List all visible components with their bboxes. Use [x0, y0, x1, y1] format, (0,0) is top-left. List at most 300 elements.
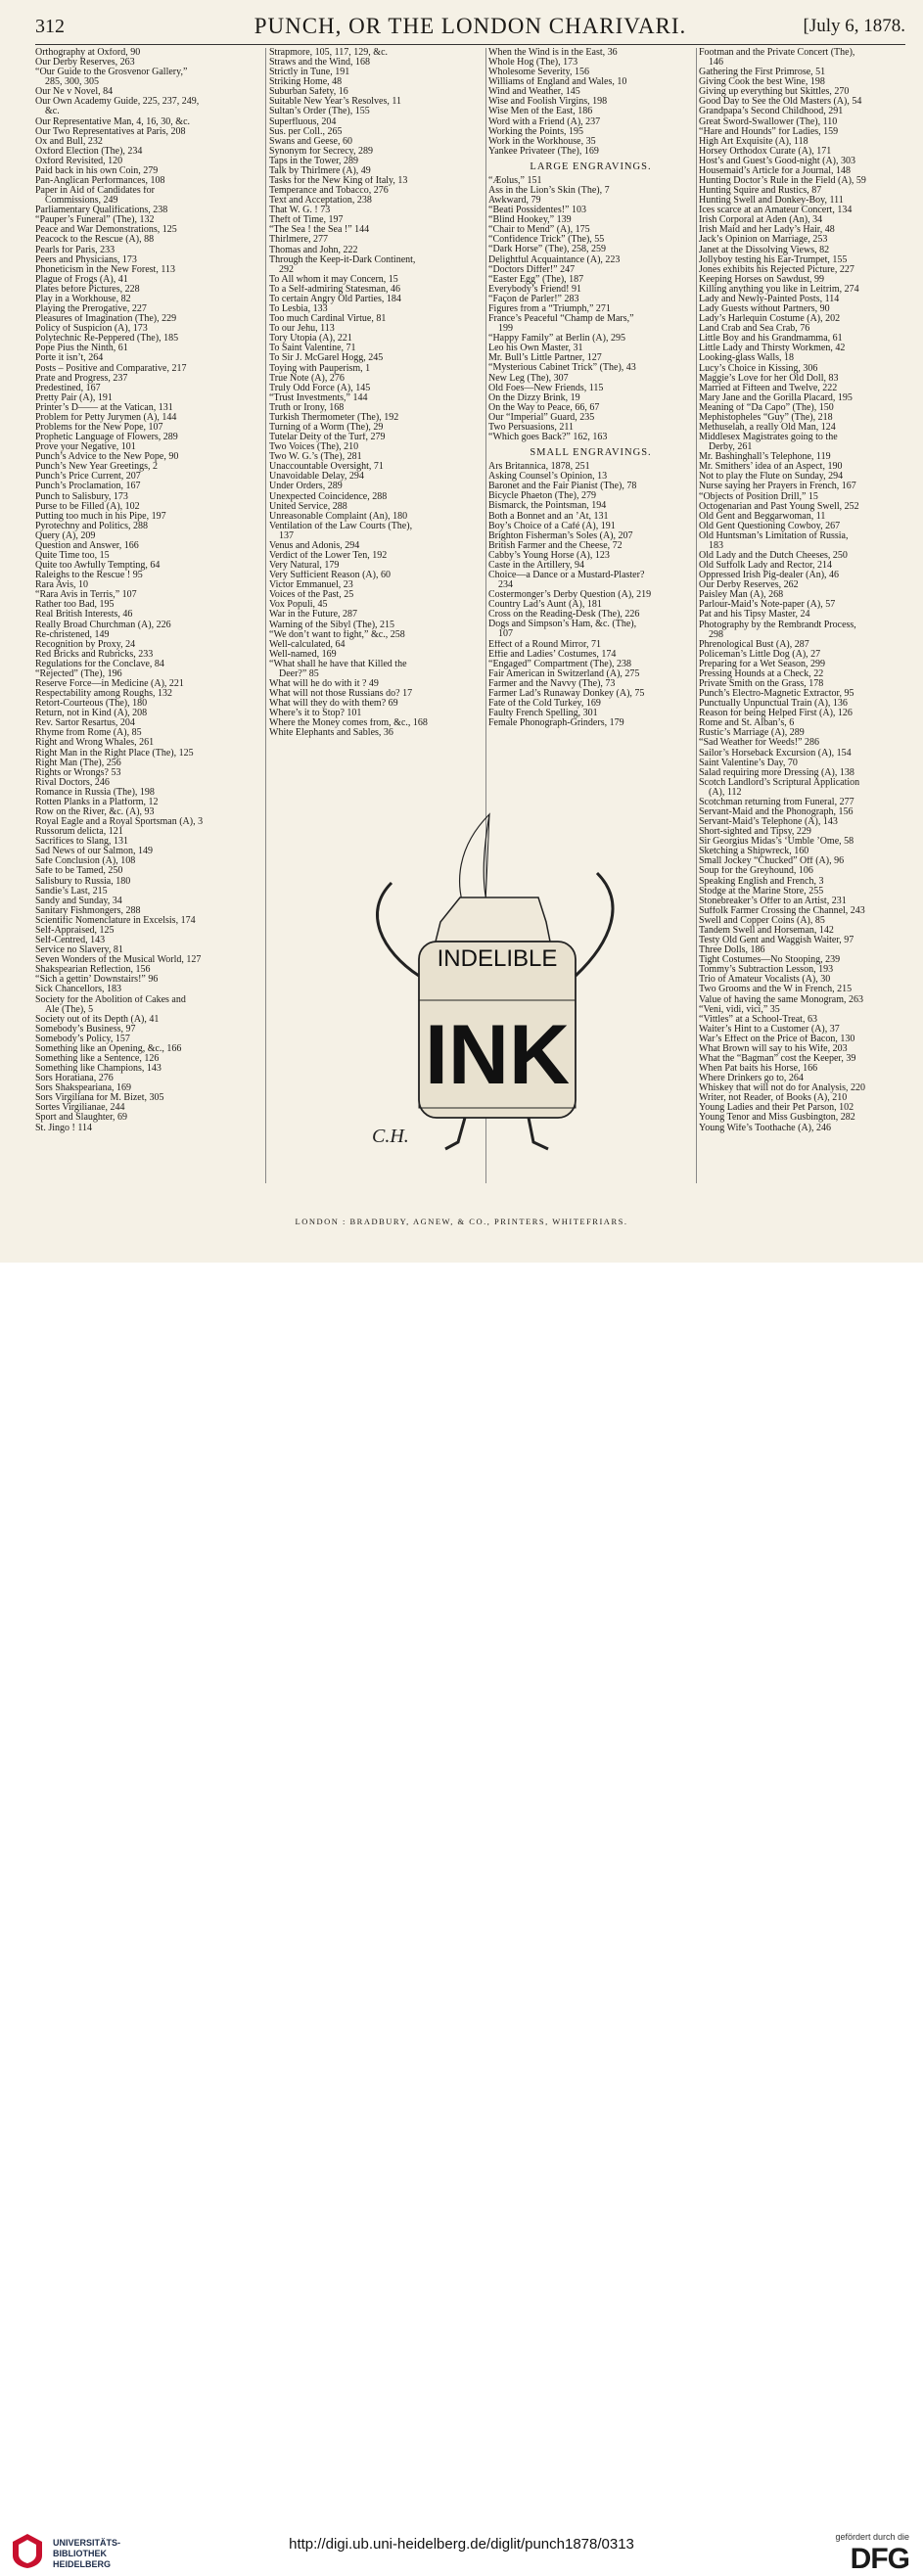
index-entry: Problems for the New Pope, 107 — [35, 422, 163, 433]
index-entry: Toying with Pauperism, 1 — [269, 363, 371, 374]
index-entry: Prophetic Language of Flowers, 289 — [35, 433, 178, 443]
index-entry: Retort-Courteous (The), 180 — [35, 699, 148, 710]
index-entry: Striking Home, 48 — [269, 77, 343, 88]
index-entry: Whole Hog (The), 173 — [488, 58, 578, 69]
index-entry: Asking Counsel’s Opinion, 13 — [488, 472, 608, 483]
index-entry: Host’s and Guest’s Good-night (A), 303 — [699, 156, 855, 166]
large-engravings-list — [488, 176, 693, 442]
index-entry: Predestined, 167 — [35, 383, 101, 393]
index-entry: Ices scarce at an Amateur Concert, 134 — [699, 206, 853, 216]
index-entry: Play in a Workhouse, 82 — [35, 294, 131, 304]
index-entry: White Elephants and Sables, 36 — [269, 728, 393, 739]
page-title: PUNCH, OR THE LONDON CHARIVARI. — [254, 14, 687, 38]
index-entry: Our Representative Man, 4, 16, 30, &c. — [35, 116, 191, 127]
index-entry: That W. G. ! 73 — [269, 206, 331, 216]
index-entry: Prove your Negative, 101 — [35, 442, 136, 453]
index-entry: Old Gent Questioning Cowboy, 267 — [699, 521, 841, 531]
index-entry: Something like a Sentence, 126 — [35, 1053, 160, 1064]
index-entry: Ventilation of the Law Courts (The), — [269, 521, 413, 531]
large-engravings-heading: LARGE ENGRAVINGS. — [530, 161, 652, 172]
index-entry: Hunting Squire and Rustics, 87 — [699, 186, 822, 197]
index-entry: Not to play the Flute on Sunday, 294 — [699, 472, 844, 483]
index-entry: “Sad Weather for Weeds!” 286 — [699, 738, 819, 749]
scanned-page — [0, 0, 923, 1263]
index-entry: Preparing for a Wet Season, 299 — [699, 659, 825, 669]
index-entry: “Objects of Position Drill,” 15 — [699, 491, 818, 502]
index-entry: Two Persuasions, 211 — [488, 422, 574, 433]
index-entry: Housemaid’s Article for a Journal, 148 — [699, 165, 851, 176]
index-entry: Strictly in Tune, 191 — [269, 68, 350, 78]
index-entry: Tory Utopia (A), 221 — [269, 334, 352, 345]
index-entry: Sors Shakspeariana, 169 — [35, 1083, 132, 1094]
index-entry: Plates before Pictures, 228 — [35, 284, 140, 295]
index-entry: Boy’s Choice of a Café (A), 191 — [488, 521, 616, 531]
index-entry: Safe Conclusion (A), 108 — [35, 856, 136, 867]
index-entry: Mary Jane and the Gorilla Placard, 195 — [699, 392, 853, 403]
index-entry: Ass in the Lion’s Skin (The), 7 — [488, 186, 610, 197]
index-entry: Problem for Petty Jurymen (A), 144 — [35, 412, 177, 423]
index-entry: “Veni, vidi, vici,” 35 — [699, 1004, 780, 1015]
index-entry: Both a Bonnet and an ’At, 131 — [488, 511, 609, 522]
index-entry: Sandie’s Last, 215 — [35, 886, 108, 897]
index-entry: Return, not in Kind (A), 208 — [35, 709, 148, 719]
index-entry: Ale (The), 5 — [45, 1004, 94, 1015]
index-entry: Pyrotechny and Politics, 288 — [35, 521, 148, 531]
index-entry: Old Suffolk Lady and Rector, 214 — [699, 561, 833, 572]
index-entry: Jollyboy testing his Ear-Trumpet, 155 — [699, 254, 848, 265]
index-entry: Fair American in Switzerland (A), 275 — [488, 668, 640, 679]
index-entry: Raleighs to the Rescue ! 95 — [35, 571, 143, 581]
index-entry: Faulty French Spelling, 301 — [488, 709, 598, 719]
index-entry: Swans and Geese, 60 — [269, 136, 352, 147]
index-entry: Rhyme from Rome (A), 85 — [35, 728, 142, 739]
index-entry: Oppressed Irish Pig-dealer (An), 46 — [699, 571, 840, 581]
bottle-legs — [445, 1118, 548, 1149]
index-entry: Rather too Bad, 195 — [35, 600, 115, 611]
index-entry: Where’s it to Stop? 101 — [269, 709, 362, 719]
index-entry: Sultan’s Order (The), 155 — [269, 107, 370, 117]
index-entry: Speaking English and French, 3 — [699, 876, 824, 887]
index-entry: United Service, 288 — [269, 501, 347, 512]
index-entry: 298 — [709, 629, 723, 640]
index-entry: France’s Peaceful “Champ de Mars,” — [488, 314, 634, 325]
index-entry: Little Boy and his Grandmamma, 61 — [699, 334, 843, 345]
index-entry: Cabby’s Young Horse (A), 123 — [488, 550, 610, 561]
index-entry: Wholesome Severity, 156 — [488, 68, 589, 78]
index-entry: Suburban Safety, 16 — [269, 87, 348, 98]
index-entry: Putting too much in his Pipe, 197 — [35, 511, 166, 522]
index-entry: Derby, 261 — [709, 442, 753, 453]
index-entry: Hunting Doctor’s Rule in the Field (A), 59 — [699, 176, 866, 187]
index-entry: Society out of its Depth (A), 41 — [35, 1014, 160, 1025]
index-entry: Sad News of our Salmon, 149 — [35, 847, 153, 857]
index-entry: Stodge at the Marine Store, 255 — [699, 886, 824, 897]
index-entry: Old Lady and the Dutch Cheeses, 250 — [699, 550, 848, 561]
index-entry: “Façon de Parler!” 283 — [488, 294, 579, 304]
index-entry: Punch’s Price Current, 207 — [35, 472, 141, 483]
index-list-w-y — [488, 48, 693, 157]
index-entry: Land Crab and Sea Crab, 76 — [699, 324, 810, 335]
index-entry: On the Dizzy Brink, 19 — [488, 392, 580, 403]
index-entry: Costermonger’s Derby Question (A), 219 — [488, 590, 652, 601]
index-entry: Old Foes—New Friends, 115 — [488, 383, 604, 393]
index-entry: Scientific Nomenclature in Excelsis, 174 — [35, 915, 196, 926]
small-engravings-heading: SMALL ENGRAVINGS. — [530, 448, 652, 459]
index-entry: Methuselah, a really Old Man, 124 — [699, 422, 836, 433]
index-entry: Tutelar Deity of the Turf, 279 — [269, 433, 386, 443]
index-entry: Word with a Friend (A), 237 — [488, 116, 601, 127]
index-entry: Tandem Swell and Horseman, 142 — [699, 925, 834, 936]
index-entry: High Art Exquisite (A), 118 — [699, 136, 808, 147]
index-entry: Pressing Hounds at a Check, 22 — [699, 668, 824, 679]
index-entry: Paid back in his own Coin, 279 — [35, 165, 159, 176]
index-entry: 292 — [279, 264, 294, 275]
index-entry: Thomas and John, 222 — [269, 245, 358, 255]
index-entry: Whiskey that will not do for Analysis, 220 — [699, 1083, 865, 1094]
index-entry: Unreasonable Complaint (An), 180 — [269, 511, 408, 522]
index-entry: Our Own Academy Guide, 225, 237, 249, — [35, 97, 200, 108]
index-entry: Everybody’s Friend! 91 — [488, 284, 581, 295]
index-entry: Straws and the Wind, 168 — [269, 58, 371, 69]
index-entry: Servant-Maid’s Telephone (A), 143 — [699, 817, 838, 828]
index-entry: Jack’s Opinion on Marriage, 253 — [699, 235, 828, 246]
index-entry: Sus. per Coll., 265 — [269, 126, 343, 137]
index-entry: Tasks for the New King of Italy, 13 — [269, 176, 408, 187]
index-entry: Prate and Progress, 237 — [35, 373, 128, 384]
index-entry: Paper in Aid of Candidates for — [35, 186, 155, 197]
page-header — [35, 14, 905, 41]
index-entry: Quite too Awfully Tempting, 64 — [35, 561, 161, 572]
index-entry: Irish Corporal at Aden (An), 34 — [699, 215, 823, 226]
index-entry: Pope Pius the Ninth, 61 — [35, 344, 128, 354]
index-entry: “Æolus,” 151 — [488, 175, 542, 186]
index-entry: Russorum delicta, 121 — [35, 827, 123, 838]
index-entry: To a Self-admiring Statesman, 46 — [269, 284, 400, 295]
index-entry: “Easter Egg” (The), 187 — [488, 274, 584, 285]
index-entry: Scotchman returning from Funeral, 277 — [699, 797, 854, 807]
index-entry: To Lesbia, 133 — [269, 304, 328, 315]
index-entry: Reason for being Helped First (A), 126 — [699, 709, 853, 719]
index-entry: Farmer Lad’s Runaway Donkey (A), 75 — [488, 688, 645, 699]
index-entry: Short-sighted and Tipsy, 229 — [699, 827, 811, 838]
column-divider — [696, 48, 697, 1183]
index-entry: Two W. G.’s (The), 281 — [269, 452, 362, 463]
index-entry: Little Lady and Thirsty Workmen, 42 — [699, 344, 846, 354]
index-entry: Salad requiring more Dressing (A), 138 — [699, 767, 854, 778]
index-entry: “Dark Horse” (The), 258, 259 — [488, 245, 606, 255]
index-entry: “We don’t want to fight,” &c., 258 — [269, 629, 405, 640]
index-entry: “Rejected” (The), 196 — [35, 668, 122, 679]
index-entry: Private Smith on the Grass, 178 — [699, 679, 824, 689]
index-entry: Rev. Sartor Resartus, 204 — [35, 718, 135, 729]
index-entry: To our Jehu, 113 — [269, 324, 335, 335]
index-entry: St. Jingo ! 114 — [35, 1123, 92, 1133]
index-entry: Pleasures of Imagination (The), 229 — [35, 314, 177, 325]
index-entry: 146 — [709, 58, 723, 69]
index-entry: “Trust Investments,” 144 — [269, 392, 368, 403]
index-entry: Young Tenor and Miss Gusbington, 282 — [699, 1113, 855, 1124]
dfg-logo: DFG — [850, 2543, 909, 2575]
index-entry: What will he do with it ? 49 — [269, 679, 379, 689]
index-entry: Sandy and Sunday, 34 — [35, 896, 122, 906]
index-entry: Right and Wrong Whales, 261 — [35, 738, 155, 749]
index-entry: Too much Cardinal Virtue, 81 — [269, 314, 387, 325]
index-entry: Purse to be Filled (A), 102 — [35, 501, 140, 512]
index-entry: Great Sword-Swallower (The), 110 — [699, 116, 838, 127]
index-entry: Our Ne v Novel, 84 — [35, 87, 114, 98]
index-entry: Thirlmere, 277 — [269, 235, 328, 246]
index-entry: Dogs and Simpson’s Ham, &c. (The), — [488, 620, 637, 630]
index-entry: Porte it isn’t, 264 — [35, 353, 104, 364]
index-entry: Ox and Bull, 232 — [35, 136, 103, 147]
index-entry: Venus and Adonis, 294 — [269, 540, 360, 551]
index-entry: Self-Appraised, 125 — [35, 925, 115, 936]
index-entry: Suffolk Farmer Crossing the Channel, 243 — [699, 905, 865, 916]
index-entry: Truly Odd Force (A), 145 — [269, 383, 371, 393]
index-entry: Phrenological Bust (A), 287 — [699, 639, 809, 650]
index-entry: Working the Points, 195 — [488, 126, 583, 137]
index-entry: 107 — [498, 629, 513, 640]
index-entry: Country Lad’s Aunt (A), 181 — [488, 600, 602, 611]
index-entry: Playing the Prerogative, 227 — [35, 304, 147, 315]
index-entry: Something like Champions, 143 — [35, 1064, 162, 1075]
index-entry: Lady and Newly-Painted Posts, 114 — [699, 294, 840, 304]
index-entry: Testy Old Gent and Waggish Waiter, 97 — [699, 936, 854, 946]
index-entry: Real British Interests, 46 — [35, 610, 133, 621]
index-entry: Turkish Thermometer (The), 192 — [269, 412, 399, 423]
index-entry: Old Huntsman’s Limitation of Russia, — [699, 530, 849, 541]
index-entry: Orthography at Oxford, 90 — [35, 48, 141, 58]
index-entry: Well-named, 169 — [269, 649, 337, 660]
index-entry: “Happy Family” at Berlin (A), 295 — [488, 334, 625, 345]
index-entry: Suitable New Year’s Resolves, 11 — [269, 97, 401, 108]
index-entry: Victor Emmanuel, 23 — [269, 580, 353, 591]
index-entry: Trio of Amateur Vocalists (A), 30 — [699, 975, 831, 986]
index-entry: Bicycle Phaeton (The), 279 — [488, 491, 596, 502]
index-entry: Printer’s D—— at the Vatican, 131 — [35, 402, 173, 413]
index-entry: On the Way to Peace, 66, 67 — [488, 402, 600, 413]
index-entry: Salisbury to Russia, 180 — [35, 876, 131, 887]
index-entry: Seven Wonders of the Musical World, 127 — [35, 955, 202, 966]
index-entry: “Mysterious Cabinet Trick” (The), 43 — [488, 363, 636, 374]
index-entry: Young Ladies and their Pet Parson, 102 — [699, 1103, 854, 1114]
index-column-4 — [699, 48, 905, 1133]
index-entry: Killing anything you like in Leitrim, 274 — [699, 284, 859, 295]
index-entry: When the Wind is in the East, 36 — [488, 48, 618, 58]
index-entry: “Chair to Mend” (A), 175 — [488, 225, 590, 236]
index-entry: “Blind Hookey,” 139 — [488, 215, 572, 226]
header-rule — [35, 44, 905, 45]
index-entry: Paisley Man (A), 268 — [699, 590, 784, 601]
index-entry: 285, 300, 305 — [45, 77, 99, 88]
index-entry: Our Derby Reserves, 262 — [699, 580, 799, 591]
index-entry: Rival Doctors, 246 — [35, 777, 110, 788]
index-entry: Horsey Orthodox Curate (A), 171 — [699, 146, 832, 157]
index-entry: Sick Chancellors, 183 — [35, 985, 122, 995]
index-entry: 183 — [709, 540, 723, 551]
index-entry: Rara Avis, 10 — [35, 580, 88, 591]
index-entry: Nurse saying her Prayers in French, 167 — [699, 482, 856, 492]
index-entry: To All whom it may Concern, 15 — [269, 274, 398, 285]
index-entry: To Sir J. McGarel Hogg, 245 — [269, 353, 384, 364]
index-entry: “Confidence Trick” (The), 55 — [488, 235, 605, 246]
index-entry: Recognition by Proxy, 24 — [35, 639, 136, 650]
index-entry: Good Day to See the Old Masters (A), 54 — [699, 97, 862, 108]
index-entry: “Pauper’s Funeral” (The), 132 — [35, 215, 155, 226]
index-entry: Oxford Revisited, 120 — [35, 156, 123, 166]
index-entry: Sport and Slaughter, 69 — [35, 1113, 128, 1124]
index-entry: Warning of the Sibyl (The), 215 — [269, 620, 395, 630]
bottle-label-top: INDELIBLE — [437, 945, 558, 972]
index-entry: Punch’s Advice to the New Pope, 90 — [35, 452, 179, 463]
index-entry: Service no Slavery, 81 — [35, 945, 123, 956]
permalink-url[interactable]: http://digi.ub.uni-heidelberg.de/diglit/punch1878/0313 — [289, 2536, 634, 2553]
index-entry: Query (A), 209 — [35, 530, 96, 541]
index-entry: Right Man (The), 256 — [35, 758, 121, 768]
index-entry: Sortes Virgilianae, 244 — [35, 1103, 125, 1114]
index-entry: Regulations for the Conclave, 84 — [35, 659, 164, 669]
index-entry: Royal Eagle and a Royal Sportsman (A), 3 — [35, 817, 204, 828]
index-entry: Stonebreaker’s Offer to an Artist, 231 — [699, 896, 847, 906]
index-entry: Strapmore, 105, 117, 129, &c. — [269, 48, 389, 58]
index-entry: Cross on the Reading-Desk (The), 226 — [488, 610, 640, 621]
index-entry: Punch’s New Year Greetings, 2 — [35, 462, 158, 473]
index-entry: Theft of Time, 197 — [269, 215, 344, 226]
index-entry: Gathering the First Primrose, 51 — [699, 68, 826, 78]
index-entry: Voices of the Past, 25 — [269, 590, 354, 601]
index-entry: Turning of a Worm (The), 29 — [269, 422, 384, 433]
index-entry: Very Natural, 179 — [269, 561, 340, 572]
index-entry: Baronet and the Fair Pianist (The), 78 — [488, 482, 637, 492]
index-entry: Small Jockey “Chucked” Off (A), 96 — [699, 856, 845, 867]
index-entry: Giving Cook the best Wine, 198 — [699, 77, 825, 88]
index-entry: What Brown will say to his Wife, 203 — [699, 1043, 848, 1054]
index-entry: Commissions, 249 — [45, 196, 118, 207]
index-entry: Hunting Swell and Donkey-Boy, 111 — [699, 196, 844, 207]
index-entry: Very Sufficient Reason (A), 60 — [269, 571, 391, 581]
index-entry: Wind and Weather, 145 — [488, 87, 580, 98]
small-engravings-list — [488, 462, 693, 728]
index-entry: “What shall he have that Killed the — [269, 659, 407, 669]
index-entry: Bismarck, the Pointsman, 194 — [488, 501, 607, 512]
index-entry: Where Drinkers go to, 264 — [699, 1074, 804, 1084]
index-entry: Two Grooms and the W in French, 215 — [699, 985, 853, 995]
index-entry: Sors Virgiliana for M. Bizet, 305 — [35, 1093, 164, 1104]
index-entry: Somebody’s Policy, 157 — [35, 1034, 130, 1044]
index-entry: Lady’s Harlequin Costume (A), 202 — [699, 314, 841, 325]
index-entry: Sors Horatiana, 276 — [35, 1074, 114, 1084]
index-entry: Row on the River, &c. (A), 93 — [35, 807, 155, 818]
index-entry: Parliamentary Qualifications, 238 — [35, 206, 168, 216]
index-entry: Lucy’s Choice in Kissing, 306 — [699, 363, 818, 374]
index-entry: Figures from a “Triumph,” 271 — [488, 303, 611, 314]
index-entry: Pat and his Tipsy Master, 24 — [699, 610, 810, 621]
index-entry: Value of having the same Monogram, 263 — [699, 994, 864, 1005]
index-entry: Question and Answer, 166 — [35, 540, 139, 551]
index-entry: Well-calculated, 64 — [269, 639, 346, 650]
index-entry: Safe to be Tamed, 250 — [35, 866, 123, 877]
index-entry: War’s Effect on the Price of Bacon, 130 — [699, 1034, 855, 1044]
index-entry: Fate of the Cold Turkey, 169 — [488, 699, 601, 709]
index-entry: Punch to Salisbury, 173 — [35, 491, 128, 502]
index-entry: 234 — [498, 580, 513, 591]
index-entry: British Farmer and the Cheese, 72 — [488, 540, 623, 551]
index-entry: Footman and the Private Concert (The), — [699, 48, 855, 58]
index-entry: To Saint Valentine, 71 — [269, 344, 356, 354]
index-entry: Punctually Unpunctual Train (A), 136 — [699, 699, 848, 710]
index-entry: Saint Valentine’s Day, 70 — [699, 758, 798, 768]
index-entry: Giving up everything but Skittles, 270 — [699, 87, 850, 98]
index-entry: Superfluous, 204 — [269, 116, 337, 127]
index-entry: “Rara Avis in Terris,” 107 — [35, 590, 137, 601]
index-entry: Shakspearian Reflection, 156 — [35, 965, 151, 976]
printer-imprint: LONDON : BRADBURY, AGNEW, & CO., PRINTERS, WHITEFRIARS. — [295, 1217, 628, 1226]
index-entry: Photography by the Rembrandt Process, — [699, 620, 856, 630]
index-entry: Tight Costumes—No Stooping, 239 — [699, 955, 841, 966]
index-entry: Vox Populi, 45 — [269, 600, 328, 611]
index-entry: Peers and Physicians, 173 — [35, 254, 137, 265]
index-entry: Respectability among Roughs, 132 — [35, 689, 172, 700]
index-entry: Effie and Ladies’ Costumes, 174 — [488, 649, 617, 660]
index-entry: Our Derby Reserves, 263 — [35, 58, 135, 69]
library-name: UNIVERSITÄTS- BIBLIOTHEK HEIDELBERG — [53, 2538, 121, 2569]
index-entry: Romance in Russia (The), 198 — [35, 787, 155, 798]
index-entry: Female Phonograph-Grinders, 179 — [488, 718, 624, 729]
index-entry: “Engaged” Compartment (The), 238 — [488, 659, 632, 669]
index-entry: Verdict of the Lower Ten, 192 — [269, 550, 388, 561]
index-entry: Talk by Thirlmere (A), 49 — [269, 165, 371, 176]
index-entry: Where the Money comes from, &c., 168 — [269, 718, 428, 729]
index-entry: Two Voices (The), 210 — [269, 442, 359, 453]
index-entry: Mr. Bull’s Little Partner, 127 — [488, 353, 602, 364]
index-entry: “Beati Possidentes!” 103 — [488, 206, 586, 216]
index-entry: Rotten Planks in a Platform, 12 — [35, 797, 159, 807]
index-entry: Mr. Smithers’ idea of an Aspect, 190 — [699, 462, 843, 473]
index-entry: Sacrifices to Slang, 131 — [35, 837, 128, 848]
index-entry: Williams of England and Wales, 10 — [488, 77, 627, 88]
index-entry: Text and Acceptation, 238 — [269, 196, 372, 207]
index-entry: Right Man in the Right Place (The), 125 — [35, 748, 194, 759]
issue-date: [July 6, 1878. — [803, 16, 905, 36]
index-entry: Posts – Positive and Comparative, 217 — [35, 363, 187, 374]
index-column-2 — [269, 48, 484, 738]
index-entry: Sketching a Shipwreck, 160 — [699, 847, 809, 857]
index-entry: Irish Maid and her Lady’s Hair, 48 — [699, 225, 835, 236]
index-entry: Pretty Pair (A), 191 — [35, 392, 113, 403]
index-column-3 — [488, 48, 693, 728]
index-entry: 199 — [498, 324, 513, 335]
index-entry: Taps in the Tower, 289 — [269, 156, 359, 166]
index-entry: Temperance and Tobacco, 276 — [269, 186, 389, 197]
index-entry: Policeman’s Little Dog (A), 27 — [699, 649, 821, 660]
index-entry: Under Orders, 289 — [269, 482, 343, 492]
index-entry: Caste in the Artillery, 94 — [488, 560, 584, 571]
index-entry: Jones exhibits his Rejected Picture, 227 — [699, 264, 854, 275]
index-entry: Pan-Anglican Performances, 108 — [35, 176, 165, 187]
index-entry: Quite Time too, 15 — [35, 550, 110, 561]
index-entry: To certain Angry Old Parties, 184 — [269, 294, 401, 304]
index-entry: “The Sea ! the Sea !” 144 — [269, 225, 370, 236]
index-entry: True Note (A), 276 — [269, 373, 345, 384]
index-entry: “Sich a gettin’ Downstairs!” 96 — [35, 975, 159, 986]
index-entry: Swell and Copper Coins (A), 85 — [699, 915, 825, 926]
index-entry: “Hare and Hounds” for Ladies, 159 — [699, 126, 839, 137]
index-entry: Truth or Irony, 168 — [269, 402, 345, 413]
digitization-footer — [0, 1263, 923, 2575]
index-entry: Punch’s Electro-Magnetic Extractor, 95 — [699, 689, 854, 700]
index-entry: Ars Britannica, 1878, 251 — [488, 462, 590, 473]
index-entry: Rights or Wrongs? 53 — [35, 767, 121, 778]
